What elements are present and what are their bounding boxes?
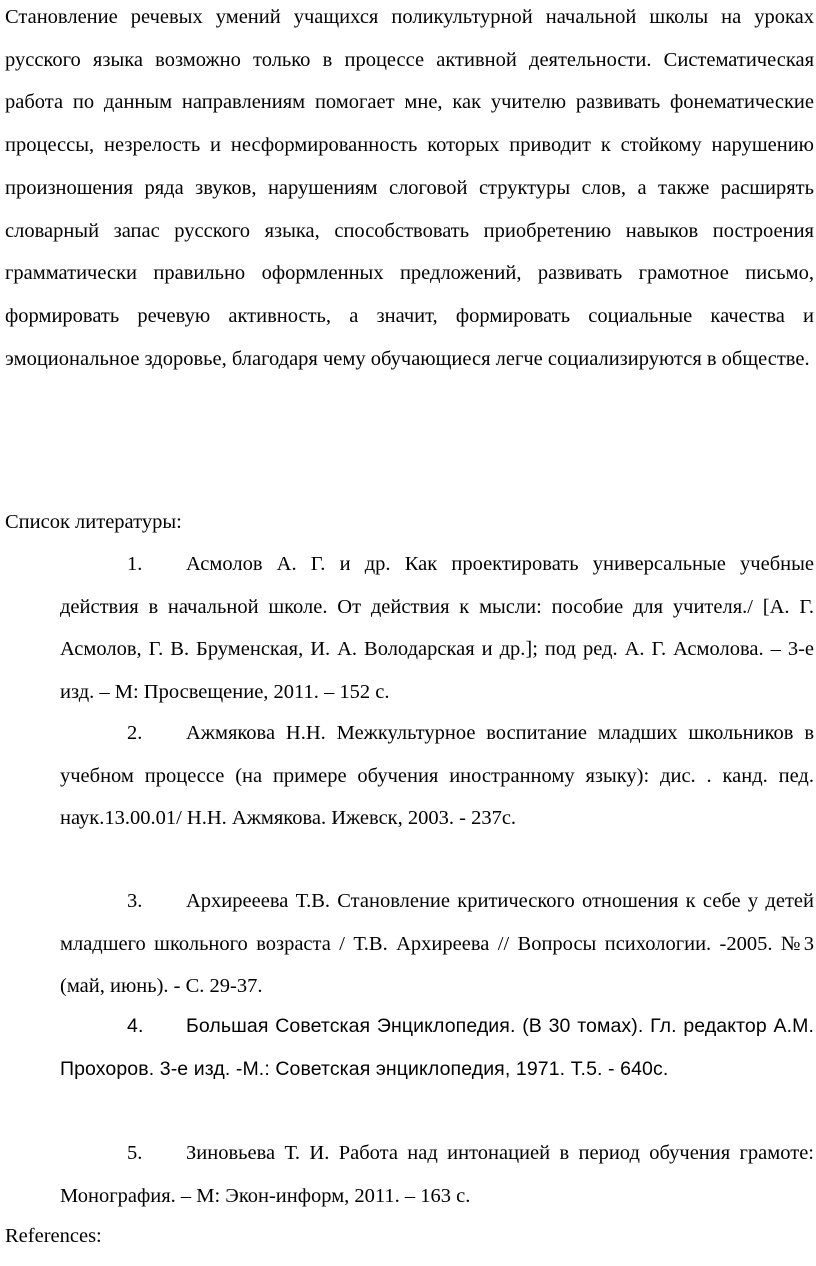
reference-text: Зиновьева Т. И. Работа над интонацией в период обучения грамоте: Монография. – М: Экон-информ, 2011. – 163 с. <box>60 1142 814 1207</box>
reference-item-1 <box>60 543 814 713</box>
reference-number: 2. <box>127 722 143 744</box>
references-heading: References: <box>5 1225 102 1247</box>
reference-number: 4. <box>127 1015 144 1037</box>
reference-item-4 <box>60 1005 814 1090</box>
reference-number: 3. <box>127 890 143 912</box>
reference-item-3 <box>60 880 814 1008</box>
reference-number: 1. <box>127 553 143 575</box>
reference-text: Архиреeева Т.В. Становление критического отношения к себе у детей младшего школьного возраста / Т.В. Архиреева // Вопросы психологии. -2005. №3 (май, июнь). - С. 29-37. <box>60 890 814 998</box>
reference-item-5 <box>60 1132 814 1217</box>
literature-heading: Список литературы: <box>5 511 182 533</box>
reference-number: 5. <box>127 1142 143 1164</box>
reference-text: Ажмякова Н.Н. Межкультурное воспитание младших школьников в учебном процессе (на примере обучения иностранному языку): дис. . канд. пед. наук.13.00.01/ Н.Н. Ажмякова. Ижевск, 2003. - 237с. <box>60 722 814 830</box>
reference-text: Большая Советская Энциклопедия. (В 30 томах). Гл. редактор А.М. Прохоров. 3-е изд. -М.: Советская энциклопедия, 1971. Т.5. - 640с. <box>60 1015 814 1080</box>
intro-paragraph: Становление речевых умений учащихся поликультурной начальной школы на уроках русского языка возможно только в процессе активной деятельности. Систематическая работа по данным направлениям помогает мне, как учителю развивать фонематические процессы, незрелость и несформированность которых приводит к стойкому нарушению произношения ряда звуков, нарушениям слоговой структуры слов, а также расширять словарный запас русского языка, способствовать приобретению навыков построения грамматически правильно оформленных предложений, развивать грамотное письмо, формировать речевую активность, а значит, формировать социальные качества и эмоциональное здоровье, благодаря чему обучающиеся легче социализируются в обществе. <box>5 6 814 370</box>
reference-text: Асмолов А. Г. и др. Как проектировать универсальные учебные действия в начальной школе. От действия к мысли: пособие для учителя./ [А. Г. Асмолов, Г. В. Бруменская, И. А. Володарская и др.]; под ред. А. Г. Асмолова. – 3-е изд. – М: Просвещение, 2011. – 152 с. <box>60 553 814 703</box>
reference-item-2 <box>60 712 814 840</box>
